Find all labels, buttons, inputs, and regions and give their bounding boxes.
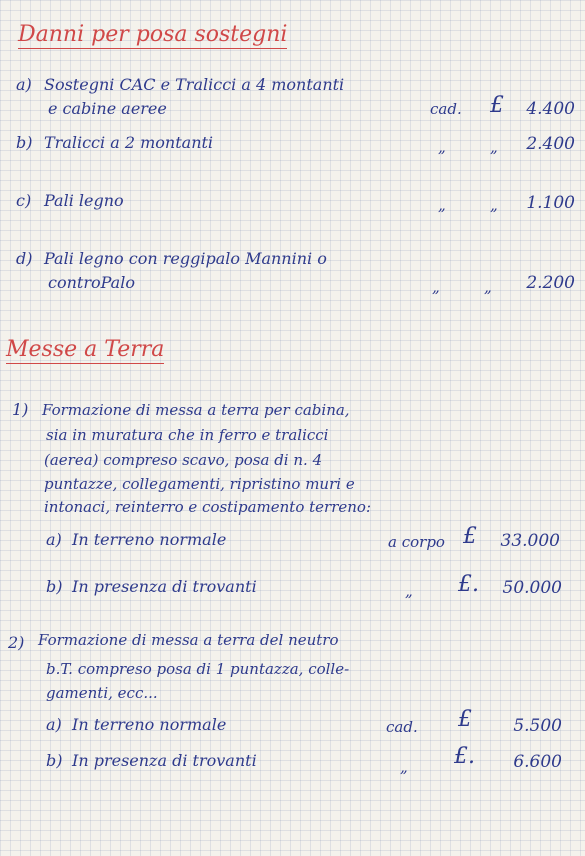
sub-letter: b) (46, 577, 63, 596)
item-letter: c) (16, 191, 32, 210)
item-number: 2) (8, 633, 25, 652)
item-letter: a) (16, 75, 32, 94)
item-price: 6.600 (513, 752, 562, 772)
item-price: 4.400 (526, 99, 575, 119)
item-text: Formazione di messa a terra del neutro (38, 631, 339, 649)
item-unit: cad. (430, 100, 462, 118)
section-title-messe-a-terra: Messe a Terra (6, 337, 165, 362)
item-text: Tralicci a 2 montanti (44, 133, 214, 152)
item-text: e cabine aeree (48, 99, 167, 118)
item-number: 1) (12, 400, 29, 419)
sub-text: In terreno normale (72, 715, 227, 734)
item-letter: b) (16, 133, 33, 152)
ditto-mark: „ (432, 278, 440, 296)
ditto-mark: „ (490, 196, 498, 214)
currency-symbol: £ (463, 524, 477, 549)
item-letter: d) (16, 249, 33, 268)
currency-symbol: £. (454, 744, 475, 769)
item-text: Pali legno con reggipalo Mannini o (44, 249, 327, 268)
ditto-mark: „ (400, 758, 408, 776)
sub-letter: a) (46, 530, 62, 549)
item-price: 1.100 (526, 193, 575, 213)
item-text: intonaci, reinterro e costipamento terreno: (44, 498, 372, 516)
ditto-mark: „ (438, 138, 446, 156)
ditto-mark: „ (484, 278, 492, 296)
item-price: 50.000 (502, 578, 562, 598)
item-text: sia in muratura che in ferro e tralicci (46, 426, 329, 444)
item-text: b.T. compreso posa di 1 puntazza, colle- (46, 660, 350, 678)
item-price: 5.500 (513, 716, 562, 736)
sub-letter: b) (46, 751, 63, 770)
ditto-mark: „ (490, 138, 498, 156)
section-title-danni: Danni per posa sostegni (18, 22, 288, 47)
sub-text: In presenza di trovanti (72, 577, 257, 596)
currency-symbol: £. (458, 572, 479, 597)
item-text: Pali legno (44, 191, 124, 210)
item-text: gamenti, ecc... (46, 684, 158, 702)
ditto-mark: „ (405, 582, 413, 600)
item-text: puntazze, collegamenti, ripristino muri e (44, 475, 355, 493)
sub-text: In terreno normale (72, 530, 227, 549)
item-text: controPalo (48, 273, 135, 292)
item-price: 33.000 (500, 531, 560, 551)
item-price: 2.200 (526, 273, 575, 293)
item-text: Sostegni CAC e Tralicci a 4 montanti (44, 75, 345, 94)
item-text: Formazione di messa a terra per cabina, (42, 401, 350, 419)
item-unit: cad. (386, 718, 418, 736)
currency-symbol: £ (490, 93, 504, 118)
ditto-mark: „ (438, 196, 446, 214)
item-unit: a corpo (388, 533, 445, 551)
sub-text: In presenza di trovanti (72, 751, 257, 770)
item-text: (aerea) compreso scavo, posa di n. 4 (44, 451, 323, 469)
item-price: 2.400 (526, 134, 575, 154)
sub-letter: a) (46, 715, 62, 734)
currency-symbol: £ (458, 707, 472, 732)
